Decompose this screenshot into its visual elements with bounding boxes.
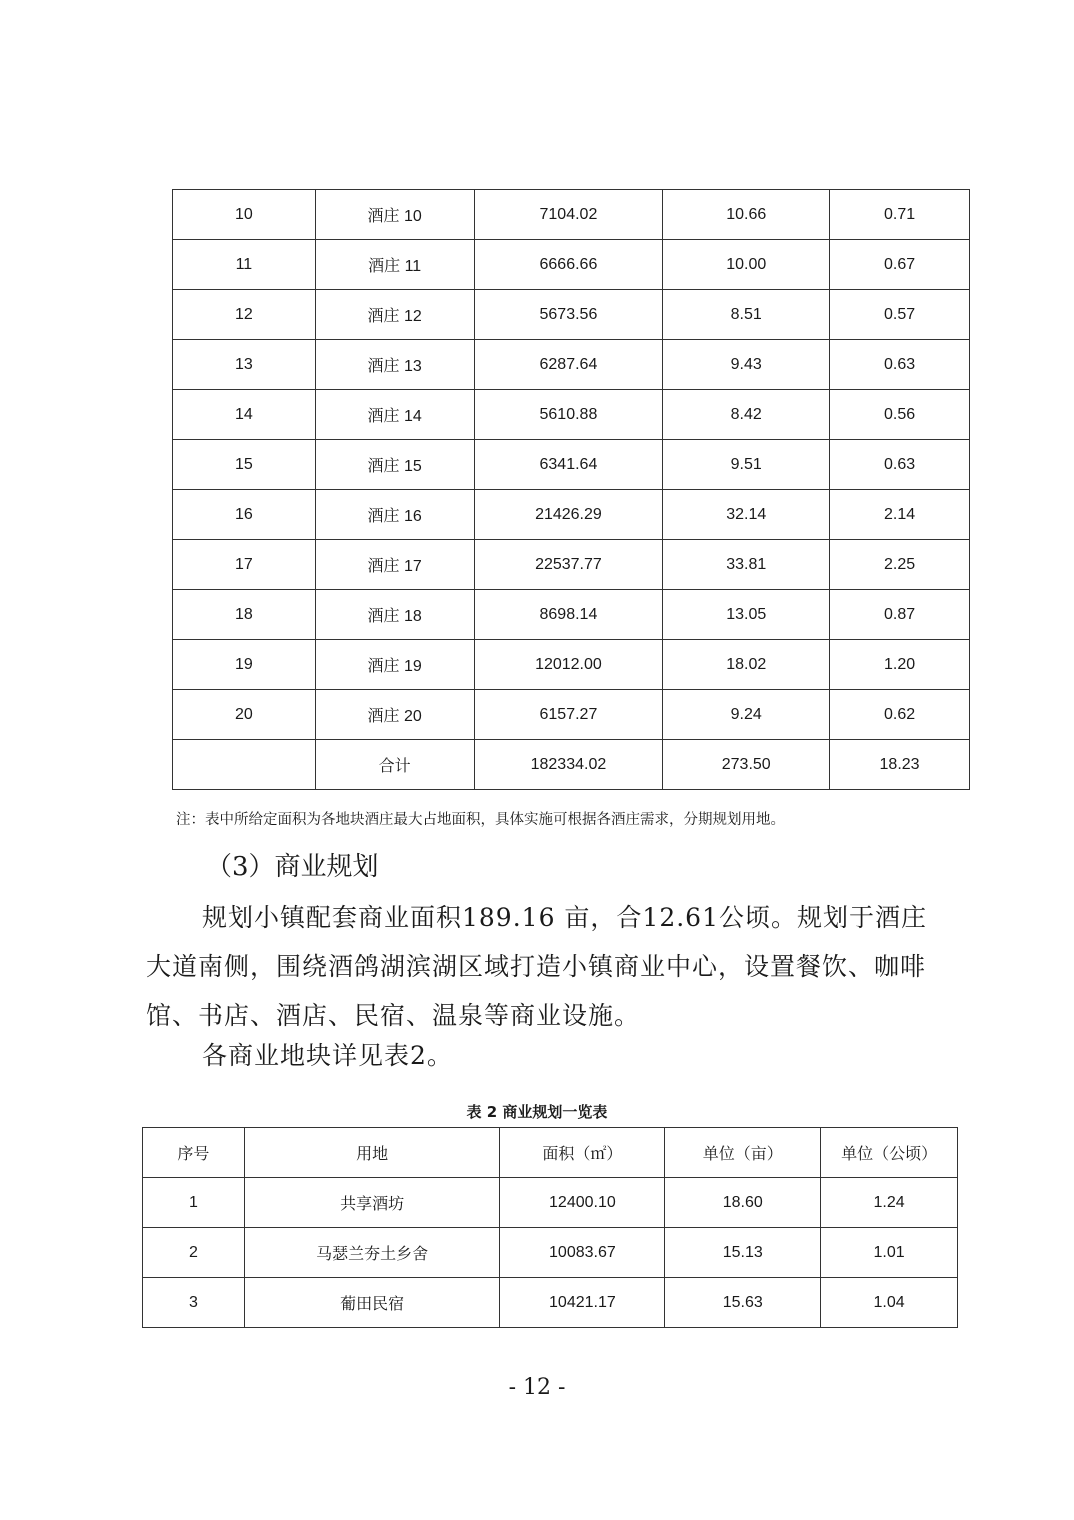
table-cell: 19 — [173, 640, 316, 690]
table-cell: 3 — [143, 1278, 245, 1328]
table-cell: 22537.77 — [474, 540, 663, 590]
table-cell: 0.56 — [830, 390, 970, 440]
table-cell: 酒庄 12 — [315, 290, 474, 340]
table-cell: 酒庄 10 — [315, 190, 474, 240]
table-row — [173, 240, 970, 290]
table-cell: 15 — [173, 440, 316, 490]
table-cell: 5673.56 — [474, 290, 663, 340]
table-cell: 16 — [173, 490, 316, 540]
commercial-plan-table-body — [143, 1178, 958, 1328]
table-cell: 0.62 — [830, 690, 970, 740]
table-cell: 8.51 — [663, 290, 830, 340]
table-row — [173, 540, 970, 590]
table-cell: 葡田民宿 — [244, 1278, 500, 1328]
table-row — [173, 390, 970, 440]
table-cell: 2.14 — [830, 490, 970, 540]
table-cell: 2 — [143, 1228, 245, 1278]
header-cell: 用地 — [244, 1128, 500, 1178]
table-cell: 6287.64 — [474, 340, 663, 390]
table-cell: 33.81 — [663, 540, 830, 590]
table-row — [173, 590, 970, 640]
table-cell: 1 — [143, 1178, 245, 1228]
header-cell: 单位（亩） — [665, 1128, 821, 1178]
table-cell: 0.63 — [830, 440, 970, 490]
table-cell: 0.67 — [830, 240, 970, 290]
table-cell: 6157.27 — [474, 690, 663, 740]
table-row — [173, 640, 970, 690]
table-cell: 12012.00 — [474, 640, 663, 690]
commercial-plan-paragraph: 规划小镇配套商业面积189.16 亩，合12.61公顷。规划于酒庄大道南侧，围绕酒鸽湖滨湖区域打造小镇商业中心，设置餐饮、咖啡馆、书店、酒店、民宿、温泉等商业设施。 — [146, 903, 927, 1030]
table-cell: 6341.64 — [474, 440, 663, 490]
table-cell: 20 — [173, 690, 316, 740]
table-cell: 1.01 — [821, 1228, 958, 1278]
table-row — [143, 1278, 958, 1328]
table-cell: 15.63 — [665, 1278, 821, 1328]
table2-caption: 表 2 商业规划一览表 — [466, 1103, 608, 1121]
table-cell: 0.63 — [830, 340, 970, 390]
table-cell: 32.14 — [663, 490, 830, 540]
table-row — [173, 490, 970, 540]
table-note: 注：表中所给定面积为各地块酒庄最大占地面积，具体实施可根据各酒庄需求，分期规划用地。 — [176, 812, 785, 828]
header-cell: 单位（公顷） — [821, 1128, 958, 1178]
table-cell: 10083.67 — [500, 1228, 665, 1278]
table-cell: 9.43 — [663, 340, 830, 390]
table-cell: 11 — [173, 240, 316, 290]
table-cell: 5610.88 — [474, 390, 663, 440]
table-cell: 273.50 — [663, 740, 830, 790]
table-cell: 17 — [173, 540, 316, 590]
table-cell: 10 — [173, 190, 316, 240]
table-row — [143, 1228, 958, 1278]
table-cell: 合计 — [315, 740, 474, 790]
table-cell: 0.87 — [830, 590, 970, 640]
table-cell: 酒庄 19 — [315, 640, 474, 690]
table-row — [173, 440, 970, 490]
table-cell: 马瑟兰夯土乡舍 — [244, 1228, 500, 1278]
table-reference-paragraph: 各商业地块详见表2。 — [202, 1041, 453, 1070]
table-row — [173, 290, 970, 340]
table-row — [173, 190, 970, 240]
table-cell: 12400.10 — [500, 1178, 665, 1228]
table-cell: 18.60 — [665, 1178, 821, 1228]
table-cell: 8.42 — [663, 390, 830, 440]
table-cell: 7104.02 — [474, 190, 663, 240]
table-cell — [173, 740, 316, 790]
table-cell: 21426.29 — [474, 490, 663, 540]
table-cell: 共享酒坊 — [244, 1178, 500, 1228]
table-cell: 2.25 — [830, 540, 970, 590]
commercial-plan-table — [142, 1127, 958, 1328]
table-cell: 12 — [173, 290, 316, 340]
table-cell: 酒庄 14 — [315, 390, 474, 440]
table-cell: 15.13 — [665, 1228, 821, 1278]
table-cell: 10.00 — [663, 240, 830, 290]
table-cell: 14 — [173, 390, 316, 440]
table-cell: 18.02 — [663, 640, 830, 690]
table-cell: 18.23 — [830, 740, 970, 790]
table-cell: 酒庄 13 — [315, 340, 474, 390]
table-cell: 0.57 — [830, 290, 970, 340]
section-heading: （3）商业规划 — [206, 852, 379, 882]
table-cell: 10.66 — [663, 190, 830, 240]
table-cell: 6666.66 — [474, 240, 663, 290]
table-header-row — [143, 1128, 958, 1178]
table-cell: 1.24 — [821, 1178, 958, 1228]
table-cell: 酒庄 11 — [315, 240, 474, 290]
table-cell: 13 — [173, 340, 316, 390]
table-cell: 10421.17 — [500, 1278, 665, 1328]
page-number: - 12 - — [508, 1375, 566, 1400]
table-cell: 9.24 — [663, 690, 830, 740]
table-row — [143, 1178, 958, 1228]
table-row — [173, 340, 970, 390]
estate-land-table-body — [173, 190, 970, 790]
table-cell: 13.05 — [663, 590, 830, 640]
table-cell: 酒庄 15 — [315, 440, 474, 490]
table-cell: 酒庄 20 — [315, 690, 474, 740]
table-cell: 酒庄 18 — [315, 590, 474, 640]
table-cell: 18 — [173, 590, 316, 640]
table-cell: 酒庄 17 — [315, 540, 474, 590]
table-row — [173, 740, 970, 790]
header-cell: 面积（㎡） — [500, 1128, 665, 1178]
table-cell: 1.04 — [821, 1278, 958, 1328]
table-row — [173, 690, 970, 740]
table-cell: 182334.02 — [474, 740, 663, 790]
table-cell: 1.20 — [830, 640, 970, 690]
table-cell: 8698.14 — [474, 590, 663, 640]
header-cell: 序号 — [143, 1128, 245, 1178]
estate-land-table — [172, 189, 970, 790]
table-cell: 0.71 — [830, 190, 970, 240]
table-cell: 酒庄 16 — [315, 490, 474, 540]
table-cell: 9.51 — [663, 440, 830, 490]
